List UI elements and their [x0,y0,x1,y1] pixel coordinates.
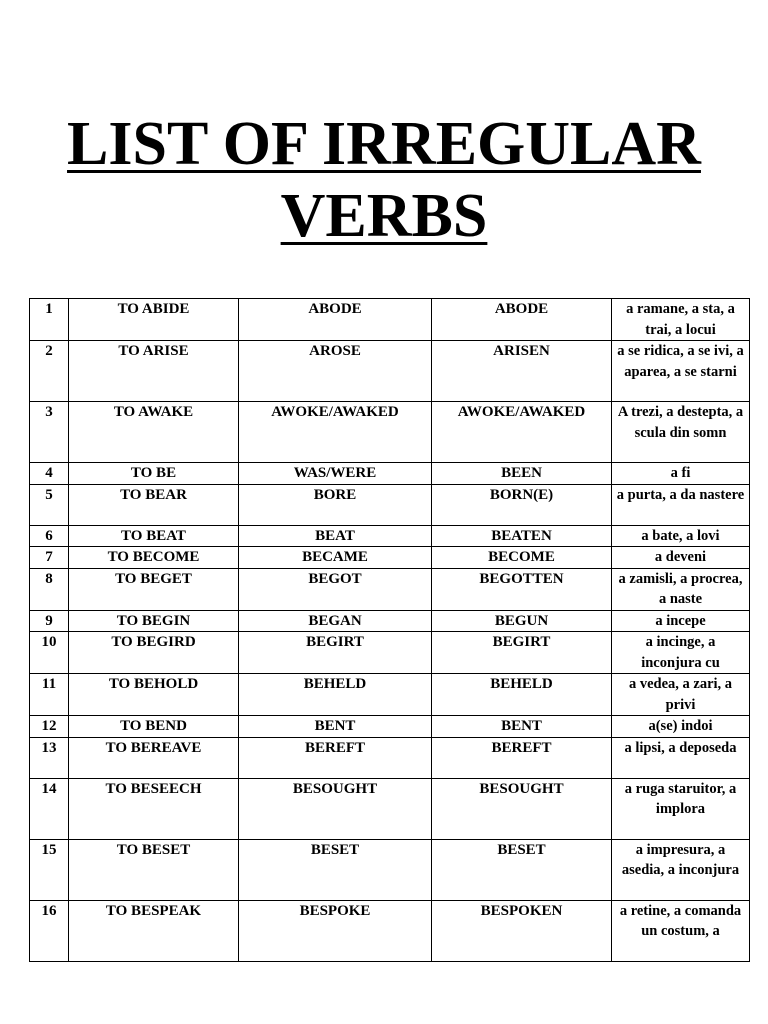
verb-translation: a ramane, a sta, a trai, a locui [612,299,750,341]
table-row [30,299,750,341]
verb-infinitive: TO BEAT [69,525,239,547]
verb-past-participle: BESPOKEN [432,900,612,961]
verb-infinitive: TO BESEECH [69,778,239,839]
table-row [30,716,750,738]
verb-number: 13 [30,737,69,778]
verb-number: 9 [30,610,69,632]
verb-translation: a deveni [612,547,750,569]
verb-translation: a incepe [612,610,750,632]
table-row [30,341,750,402]
irregular-verbs-table [29,298,750,962]
verb-translation: a lipsi, a deposeda [612,737,750,778]
verb-table-body [30,299,750,962]
verb-infinitive: TO BESPEAK [69,900,239,961]
verb-past-participle: BEHELD [432,674,612,716]
table-row [30,547,750,569]
verb-number: 7 [30,547,69,569]
verb-past-tense: BESET [239,839,432,900]
verb-past-participle: BEATEN [432,525,612,547]
verb-number: 11 [30,674,69,716]
verb-infinitive: TO BEAR [69,484,239,525]
verb-past-participle: BEREFT [432,737,612,778]
verb-translation: A trezi, a destepta, a scula din somn [612,402,750,463]
verb-past-participle: BEGOTTEN [432,568,612,610]
title-line-2: VERBS [280,182,488,250]
verb-past-participle: BESOUGHT [432,778,612,839]
table-row [30,610,750,632]
verb-past-participle: BECOME [432,547,612,569]
verb-number: 4 [30,463,69,485]
verb-past-tense: AROSE [239,341,432,402]
verb-past-participle: ARISEN [432,341,612,402]
verb-past-participle: BESET [432,839,612,900]
verb-number: 8 [30,568,69,610]
verb-translation: a fi [612,463,750,485]
verb-past-participle: AWOKE/AWAKED [432,402,612,463]
verb-infinitive: TO BEND [69,716,239,738]
table-row [30,402,750,463]
table-row [30,674,750,716]
table-row [30,484,750,525]
verb-past-participle: BORN(E) [432,484,612,525]
verb-number: 2 [30,341,69,402]
verb-infinitive: TO BEGIN [69,610,239,632]
title-line-1: LIST OF IRREGULAR [67,110,701,178]
verb-number: 16 [30,900,69,961]
verb-past-tense: BECAME [239,547,432,569]
table-row [30,737,750,778]
verb-past-participle: BEGIRT [432,632,612,674]
table-row [30,525,750,547]
verb-infinitive: TO ABIDE [69,299,239,341]
table-row [30,839,750,900]
verb-infinitive: TO BEGET [69,568,239,610]
verb-infinitive: TO BEGIRD [69,632,239,674]
verb-past-tense: BEGOT [239,568,432,610]
verb-past-participle: BEGUN [432,610,612,632]
verb-past-tense: ABODE [239,299,432,341]
verb-past-tense: BEAT [239,525,432,547]
verb-infinitive: TO BECOME [69,547,239,569]
table-row [30,463,750,485]
verb-number: 3 [30,402,69,463]
page-title [0,108,768,252]
verb-translation: a bate, a lovi [612,525,750,547]
verb-past-participle: BENT [432,716,612,738]
verb-past-tense: WAS/WERE [239,463,432,485]
verb-number: 15 [30,839,69,900]
verb-past-participle: ABODE [432,299,612,341]
verb-number: 10 [30,632,69,674]
verb-translation: a(se) indoi [612,716,750,738]
verb-infinitive: TO ARISE [69,341,239,402]
verb-past-tense: BESPOKE [239,900,432,961]
verb-translation: a ruga staruitor, a implora [612,778,750,839]
verb-past-tense: BEGIRT [239,632,432,674]
verb-translation: a retine, a comanda un costum, a [612,900,750,961]
verb-translation: a se ridica, a se ivi, a aparea, a se starni [612,341,750,402]
verb-infinitive: TO BEREAVE [69,737,239,778]
table-row [30,778,750,839]
verb-past-tense: BESOUGHT [239,778,432,839]
verb-infinitive: TO BESET [69,839,239,900]
verb-number: 12 [30,716,69,738]
verb-past-tense: AWOKE/AWAKED [239,402,432,463]
verb-number: 6 [30,525,69,547]
verb-translation: a vedea, a zari, a privi [612,674,750,716]
verb-past-tense: BEREFT [239,737,432,778]
table-row [30,900,750,961]
verb-infinitive: TO BEHOLD [69,674,239,716]
verb-translation: a impresura, a asedia, a inconjura [612,839,750,900]
verb-number: 5 [30,484,69,525]
verb-past-participle: BEEN [432,463,612,485]
verb-number: 1 [30,299,69,341]
table-row [30,568,750,610]
verb-past-tense: BORE [239,484,432,525]
verb-number: 14 [30,778,69,839]
verb-translation: a zamisli, a procrea, a naste [612,568,750,610]
verb-translation: a incinge, a inconjura cu [612,632,750,674]
verb-past-tense: BEGAN [239,610,432,632]
verb-past-tense: BEHELD [239,674,432,716]
verb-past-tense: BENT [239,716,432,738]
verb-infinitive: TO AWAKE [69,402,239,463]
verb-infinitive: TO BE [69,463,239,485]
verb-translation: a purta, a da nastere [612,484,750,525]
table-row [30,632,750,674]
